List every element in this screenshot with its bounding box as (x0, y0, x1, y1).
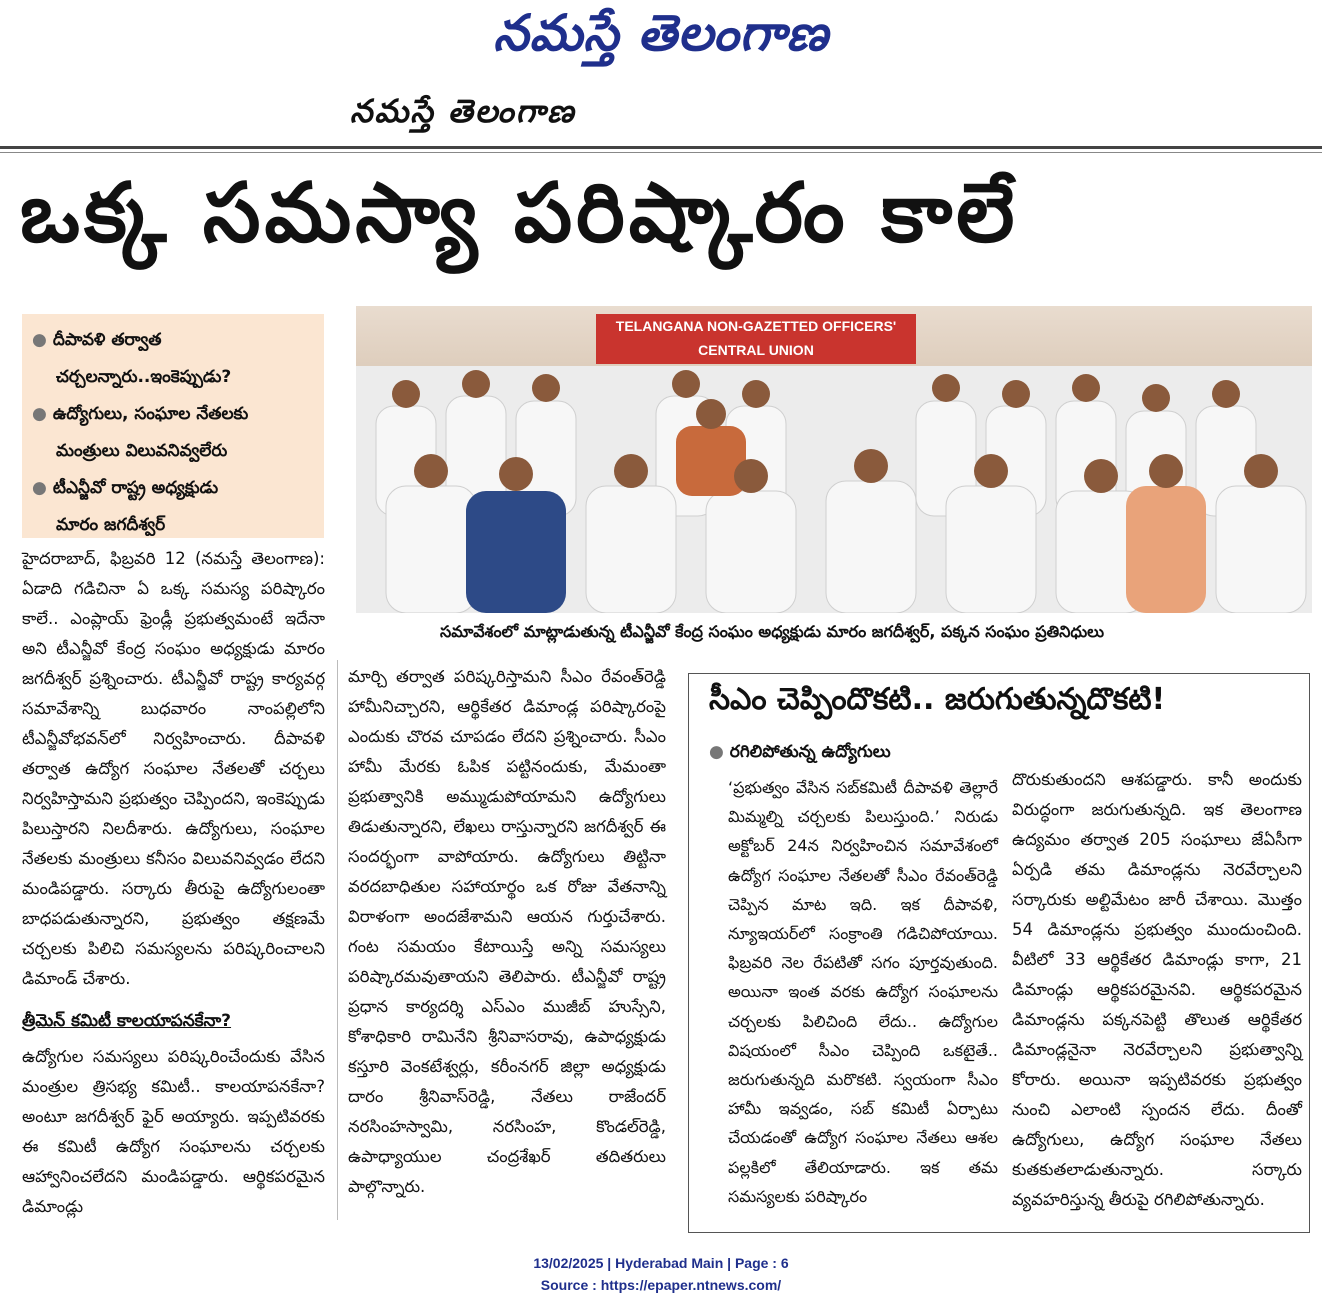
sidebar-column-1 (728, 773, 998, 1211)
highlight-line: టీఎన్జీవో రాష్ట్ర అధ్యక్షుడు (52, 478, 219, 498)
highlight-line: దీపావళి తర్వాత (52, 330, 162, 350)
newspaper-logo: నమస్తే తెలంగాణ (493, 4, 829, 62)
article-column-2 (348, 662, 666, 1202)
photo-banner: TELANGANA NON-GAZETTED OFFICERS' CENTRAL UNION (596, 314, 916, 364)
page-footer (0, 1252, 1322, 1296)
article-paragraph: హైదరాబాద్, ఫిబ్రవరి 12 (నమస్తే తెలంగాణ): ఏడాది గడిచినా ఏ ఒక్క సమస్య పరిష్కారం కాలే.. ఎంప్లాయ్ ఫ్రెండ్లీ ప్రభుత్వమంటే ఇదేనా అని టీఎన్జీవో కేంద్ర సంఘం అధ్యక్షుడు మారం జగదీశ్వర్ ప్రశ్నించారు. టీఎన్జీవో రాష్ట్ర కార్యవర్గ సమావేశాన్ని బుధవారం నాంపల్లిలోని టీఎన్జీవోభవన్‌లో నిర్వహించారు. దీపావళి తర్వాత ఉద్యోగ సంఘాల నేతలతో చర్చలు నిర్వహిస్తామని ప్రభుత్వం చెప్పిందని, ఇంకెప్పుడు పిలుస్తారని నిలదీశారు. ఉద్యోగులు, సంఘాల నేతలకు మంత్రులు కనీసం విలువనివ్వడం లేదని మండిపడ్డారు. సర్కారు తీరుపై ఉద్యోగులంతా బాధపడుతున్నారని, ప్రభుత్వం తక్షణమే చర్చలకు పిలిచి సమస్యలను పరిష్కరించాలని డిమాండ్ చేశారు. (22, 549, 325, 988)
photo-caption: సమావేశంలో మాట్లాడుతున్న టీఎన్జీవో కేంద్ర సంఘం అధ్యక్షుడు మారం జగదీశ్వర్, పక్కన సంఘం ప్రతినిధులు (440, 622, 1105, 641)
highlight-line: చర్చలన్నారు..ఇంకెప్పుడు? (56, 367, 232, 387)
column-divider (337, 660, 338, 1220)
article-paragraph: మార్చి తర్వాత పరిష్కరిస్తామని సీఎం రేవంత్‌రెడ్డి హామీనిచ్చారని, ఆర్థికేతర డిమాండ్ల పరిష్కారంపై ఎందుకు చొరవ చూపడం లేదని ప్రశ్నించారు. సీఎం హామీ మేరకు ఓపిక పట్టినందుకు, మేమంతా ప్రభుత్వానికి అమ్ముడుపోయామని ఉద్యోగులు తిడుతున్నారని, లేఖలు రాస్తున్నారని జగదీశ్వర్ ఈ సందర్భంగా వాపోయారు. ఉద్యోగులు తిట్టినా వరదబాధితుల సహాయార్థం ఒక రోజు వేతనాన్ని విరాళంగా అందజేశామని ఆయన గుర్తుచేశారు. గంట సమయం కేటాయిస్తే అన్ని సమస్యలు పరిష్కారమవుతాయని తెలిపారు. టీఎన్జీవో రాష్ట్ర ప్రధాన కార్యదర్శి ఎస్‌ఎం ముజీబ్ హుస్సేని, కోశాధికారి రామినేని శ్రీనివాసరావు, ఉపాధ్యక్షుడు కస్తూరి వెంకటేశ్వర్లు, కరీంనగర్ జిల్లా అధ్యక్షుడు దారం శ్రీనివాస్‌రెడ్డి, నేతలు రాజేందర్ నరసింహస్వామి, నరసింహ, కొండల్‌రెడ్డి, ఉపాధ్యాయుల చంద్రశేఖర్ తదితరులు పాల్గొన్నారు. (348, 667, 666, 1196)
highlight-item (32, 322, 314, 396)
divider (0, 146, 1322, 149)
bullet-icon: ● (32, 330, 47, 350)
sidebar-story-title: సీఎం చెప్పిందొకటి.. జరుగుతున్నదొకటి! (709, 682, 1166, 717)
bullet-icon: ● (32, 478, 47, 498)
bullet-icon: ● (32, 404, 47, 424)
highlights-box (22, 314, 324, 538)
news-photo (356, 306, 1312, 613)
highlight-item (32, 396, 314, 470)
highlight-line: మారం జగదీశ్వర్ (56, 515, 166, 535)
divider-thin (0, 152, 1322, 153)
article-column-1 (22, 544, 325, 1222)
highlight-item (32, 470, 314, 544)
article-paragraph: దొరుకుతుందని ఆశపడ్డారు. కానీ అందుకు విరుద్ధంగా జరుగుతున్నది. ఇక తెలంగాణ ఉద్యమం తర్వాత 205 సంఘాలు జేఏసీగా ఏర్పడి తమ డిమాండ్లను నెరవేర్చాలని సర్కారుకు అల్టిమేటం జారీ చేశాయి. మొత్తం 54 డిమాండ్లను ప్రభుత్వం ముందుంచింది. వీటిలో 33 ఆర్థికేతర డిమాండ్లు కాగా, 21 డిమాండ్లు ఆర్థికపరమైనవి. ఆర్థికపరమైన డిమాండ్లను పక్కనపెట్టి తొలుత ఆర్థికేతర డిమాండ్లనైనా నెరవేర్చాలని ప్రభుత్వాన్ని కోరారు. అయినా ఇప్పటివరకు ప్రభుత్వం నుంచి ఎలాంటి స్పందన లేదు. దీంతో ఉద్యోగులు, ఉద్యోగ సంఘాల నేతలు కుతకుతలాడుతున్నారు. సర్కారు వ్యవహరిస్తున్న తీరుపై రగిలిపోతున్నారు. (1012, 770, 1302, 1209)
crowd-illustration (356, 366, 1312, 613)
kicker-text: రగిలిపోతున్న ఉద్యోగులు (729, 742, 891, 762)
highlight-line: మంత్రులు విలువనివ్వలేరు (56, 441, 228, 461)
footer-edition-line: 13/02/2025 | Hyderabad Main | Page : 6 (533, 1255, 789, 1271)
footer-source-line[interactable]: Source : https://epaper.ntnews.com/ (540, 1277, 782, 1293)
highlight-line: ఉద్యోగులు, సంఘాల నేతలకు (52, 404, 249, 424)
article-paragraph: ‘ప్రభుత్వం వేసిన సబ్‌కమిటీ దీపావళి తెల్లారే మిమ్మల్ని చర్చలకు పిలుస్తుంది.’ నిరుడు అక్టోబర్ 24న నిర్వహించిన సమావేశంలో ఉద్యోగ సంఘాల నేతలతో సీఎం రేవంత్‌రెడ్డి చెప్పిన మాట ఇది. ఇక దీపావళి, న్యూఇయర్‌లో సంక్రాంతి గడిచిపోయాయి. ఫిబ్రవరి నెల రేపటితో సగం పూర్తవుతుంది. అయినా ఇంత వరకు ఉద్యోగ సంఘాలను చర్చలకు పిలిచింది లేదు.. ఉద్యోగుల విషయంలో సీఎం చెప్పింది ఒకటైతే.. జరుగుతున్నది మరొకటి. స్వయంగా సీఎం హామీ ఇవ్వడం, సబ్ కమిటీ ఏర్పాటు చేయడంతో ఉద్యోగ సంఘాల నేతలు ఆశల పల్లకిలో తేలియాడారు. ఇక తమ సమస్యలకు పరిష్కారం (728, 778, 998, 1206)
bullet-icon: ● (709, 742, 730, 762)
sidebar-column-2 (1012, 765, 1302, 1215)
section-subheading: త్రీమెన్ కమిటీ కాలయాపనకేనా? (22, 1011, 232, 1031)
masthead (0, 0, 1322, 80)
article-headline: ఒక్క సమస్యా పరిష్కారం కాలే (20, 166, 1019, 261)
section-subtitle: నమస్తే తెలంగాణ (350, 92, 576, 130)
article-paragraph: ఉద్యోగుల సమస్యలు పరిష్కరించేందుకు వేసిన మంత్రుల త్రిసభ్య కమిటీ.. కాలయాపనకేనా? అంటూ జగదీశ్వర్ ఫైర్ అయ్యారు. ఇప్పటివరకు ఈ కమిటీ ఉద్యోగ సంఘాలను చర్చలకు ఆహ్వానించలేదని మండిపడ్డారు. ఆర్థికపరమైన డిమాండ్లు (22, 1047, 325, 1216)
sidebar-story-kicker (709, 742, 891, 766)
